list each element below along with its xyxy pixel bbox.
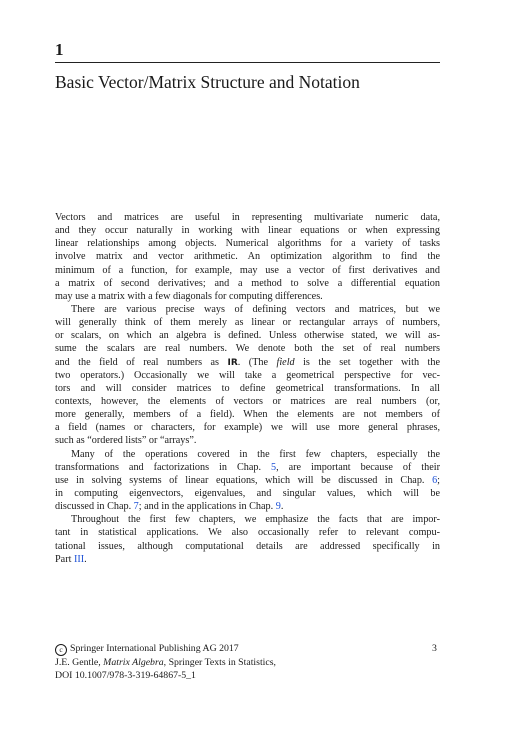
text-run: . (The	[237, 356, 277, 368]
text-run: or scalars, on which an algebra is defined. Unless otherwise stated, we will as-	[55, 330, 440, 342]
emphasis-term: field	[276, 356, 295, 368]
text-line	[55, 408, 440, 421]
text-line	[55, 434, 440, 447]
text-run: .	[280, 501, 284, 513]
chapter-title: Basic Vector/Matrix Structure and Notation	[55, 72, 360, 92]
text-line	[55, 342, 440, 355]
text-run: Throughout the first few chapters, we emphasize the facts that are impor-	[71, 514, 440, 526]
text-run: use in solving systems of linear equations, which will be discussed in Chap.	[55, 474, 433, 486]
chapter-number: 1	[55, 40, 64, 59]
text-run: contexts, however, the elements of vectors or matrices are real numbers (or,	[55, 395, 440, 407]
copyright-line	[55, 642, 276, 656]
text-line	[55, 395, 440, 408]
text-line	[55, 421, 440, 434]
text-line	[55, 264, 440, 277]
text-run: transformations and factorizations in Chap.	[55, 461, 271, 473]
copyright-text: Springer International Publishing AG 2017	[70, 643, 239, 654]
text-run: and they occur naturally in working with linear equations or when expressing	[55, 225, 440, 237]
doi-line: DOI 10.1007/978-3-319-64867-5_1	[55, 670, 196, 681]
chapter-rule	[55, 62, 440, 63]
text-line	[55, 329, 440, 342]
text-line	[55, 540, 440, 553]
text-line	[55, 316, 440, 329]
text-line	[55, 526, 440, 539]
text-run: linear relationships among objects. Numerical algorithms for a variety of tasks	[55, 238, 440, 250]
text-run: will generally think of them merely as linear or rectangular arrays of numbers,	[55, 317, 440, 329]
text-run: a matrix of second derivatives; and a method to solve a differential equation	[55, 277, 440, 289]
cross-reference-link[interactable]: 7	[133, 501, 139, 513]
text-line	[55, 211, 440, 224]
real-numbers-symbol: IR	[227, 357, 238, 368]
text-line	[55, 382, 440, 395]
text-line	[55, 277, 440, 290]
text-line	[55, 448, 440, 461]
text-run: There are various precise ways of defining vectors and matrices, but we	[71, 303, 440, 315]
text-run: a field (names or characters, for example) we will use more general phrases,	[55, 422, 440, 434]
text-line	[55, 290, 440, 303]
text-run: Vectors and matrices are useful in representing multivariate numeric data,	[55, 212, 440, 223]
text-line	[55, 250, 440, 263]
text-run: is the set together with the	[294, 356, 440, 368]
text-run: ; and in the applications in Chap.	[138, 501, 276, 513]
cross-reference-link[interactable]: III	[73, 553, 85, 565]
page-number: 3	[432, 643, 437, 654]
chapter-body	[55, 211, 440, 566]
text-run: may use a matrix with a few diagonals for computing differences.	[55, 290, 323, 302]
text-line	[55, 224, 440, 237]
citation-series: , Springer Texts in Statistics,	[163, 657, 277, 668]
text-run: involve matrix and vector arithmetic. An optimization algorithm to find the	[55, 251, 440, 263]
text-run: Many of the operations covered in the first few chapters, especially the	[71, 448, 440, 460]
text-run: .	[84, 553, 87, 565]
citation-author: J.E. Gentle,	[55, 657, 104, 668]
text-run: two operators.) Occasionally we will take a geometrical perspective for vec-	[55, 369, 440, 381]
text-line	[55, 369, 440, 382]
text-run: in computing eigenvectors, eigenvalues, and singular values, which will be	[55, 487, 440, 499]
text-line	[55, 500, 440, 513]
text-run: discussed in Chap.	[55, 501, 134, 513]
cross-reference-link[interactable]: 6	[432, 474, 438, 486]
text-line	[55, 487, 440, 500]
text-run: and the field of real numbers as	[55, 356, 228, 368]
citation-book-title: Matrix Algebra	[103, 657, 164, 668]
text-run: tors and will consider matrices to define geometrical transformations. In all	[55, 382, 440, 394]
text-line	[55, 303, 440, 316]
text-run: ;	[437, 474, 440, 486]
text-line	[55, 553, 440, 566]
text-run: tant in statistical applications. We also occasionally refer to relevant compu-	[55, 527, 440, 539]
text-run: minimum of a function, for example, may use a vector of first derivatives and	[55, 264, 440, 276]
footer-citation	[55, 642, 276, 682]
copyright-icon: c	[55, 644, 67, 656]
cross-reference-link[interactable]: 9	[275, 501, 281, 513]
text-line	[55, 237, 440, 250]
text-run: more generally, members of a field). When the elements are not members of	[55, 409, 440, 421]
text-line	[55, 474, 440, 487]
text-run: sume the scalars are real numbers. We denote both the set of real numbers	[55, 343, 440, 355]
text-line	[55, 356, 440, 369]
text-run: , are important because of their	[276, 461, 440, 473]
text-run: Part	[55, 553, 74, 565]
cross-reference-link[interactable]: 5	[270, 461, 277, 473]
text-line	[55, 513, 440, 526]
citation-line	[55, 656, 276, 669]
text-run: such as “ordered lists” or “arrays”.	[55, 435, 197, 447]
text-run: tational issues, although computational details are addressed specifically in	[55, 540, 440, 552]
text-line	[55, 461, 440, 474]
